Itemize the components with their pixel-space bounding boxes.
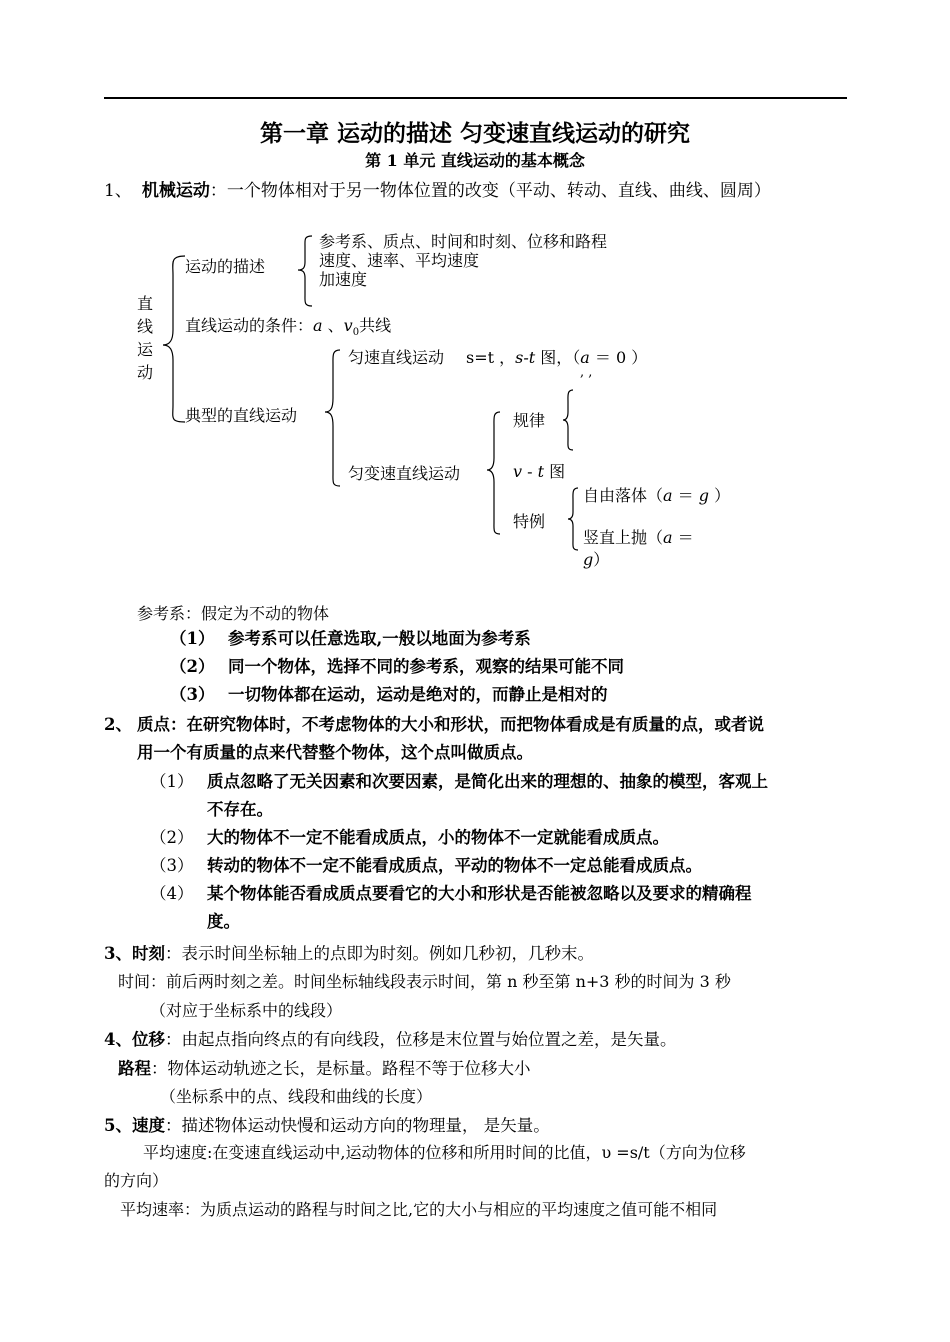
uniform-graph: s-t	[515, 348, 536, 367]
throw-g: g	[583, 550, 594, 569]
condition-a: a	[313, 316, 323, 335]
point-number: （2）	[150, 828, 194, 847]
reference-points	[170, 625, 624, 709]
uniform-a: a	[580, 348, 590, 367]
vt-tail: 图	[544, 462, 566, 481]
free-fall-end: ）	[709, 486, 731, 505]
throw-label: 竖直上抛（	[583, 528, 664, 547]
item2-block	[104, 711, 764, 767]
uniform-line	[348, 345, 647, 368]
free-fall-g: g	[698, 486, 709, 505]
item2-point	[150, 824, 768, 852]
point-text-cont: 不存在。	[207, 800, 273, 819]
uniform-formula: s=t ，	[466, 348, 516, 367]
free-fall-label: 自由落体（	[583, 486, 664, 505]
special-brace	[568, 488, 578, 550]
item4-line	[104, 1026, 676, 1050]
free-fall	[583, 483, 730, 506]
desc-item: 速度、速率、平均速度	[319, 251, 480, 270]
root-char: 运	[137, 340, 154, 359]
item4-label: 4、位移	[104, 1030, 165, 1049]
item2-number: 2、	[104, 715, 132, 734]
vt-v: v	[513, 462, 523, 481]
point-text: 转动的物体不一定不能看成质点，平动的物体不一定总能看成质点。	[207, 856, 702, 875]
item5-line	[104, 1112, 550, 1136]
point-text: 参考系可以任意选取,一般以地面为参考系	[228, 629, 531, 648]
path-label: 路程	[118, 1059, 151, 1078]
root-char: 动	[137, 363, 154, 382]
chapter-title: 第一章 运动的描述 匀变速直线运动的研究	[259, 120, 690, 147]
root-label	[137, 292, 157, 384]
item2-point	[150, 880, 768, 908]
law-label: 规律	[513, 411, 546, 430]
reference-point	[170, 681, 624, 709]
condition-sep: 、	[322, 316, 344, 335]
desc-label: 运动的描述	[185, 257, 266, 276]
uniform-label: 匀速直线运动	[348, 348, 445, 367]
desc-brace	[298, 236, 312, 306]
item5-label: 5、速度	[104, 1116, 165, 1135]
vt-graph	[513, 459, 565, 482]
typical-label: 典型的直线运动	[185, 406, 298, 425]
item2-points	[150, 768, 768, 936]
typical-brace	[325, 350, 340, 486]
reference-point	[170, 653, 624, 681]
root-char: 直	[137, 294, 154, 313]
root-brace	[163, 256, 185, 422]
reference-point	[170, 625, 624, 653]
item1-term: 机械运动	[141, 181, 210, 201]
point-number: （2）	[170, 657, 215, 676]
free-fall-eq: ＝	[672, 486, 699, 505]
accel-brace	[487, 412, 500, 534]
avg-velocity-line1: 平均速度:在变速直线运动中,运动物体的位移和所用时间的比值，υ =s/t（方向为位移	[143, 1143, 746, 1162]
item2-point	[150, 852, 768, 880]
desc-item: 加速度	[319, 270, 368, 289]
path-text: ：物体运动轨迹之长，是标量。路程不等于位移大小	[151, 1059, 531, 1078]
item1-text: ：一个物体相对于另一物体位置的改变（平动、转动、直线、曲线、圆周）	[209, 181, 771, 201]
point-number: （1）	[150, 772, 194, 791]
vt-t: t	[537, 462, 545, 481]
point-text: 同一个物体，选择不同的参考系，观察的结果可能不同	[228, 657, 624, 676]
uniform-cond: ＝ 0 ）	[589, 348, 648, 367]
path-note: （坐标系中的点、线段和曲线的长度）	[160, 1087, 433, 1106]
reference-intro: 参考系：假定为不动的物体	[137, 604, 330, 623]
item1-number: 1、	[104, 181, 132, 201]
time-note: （对应于坐标系中的线段）	[150, 1001, 343, 1020]
item3-label: 3、时刻	[104, 944, 165, 963]
item2-text: 质点：在研究物体时，不考虑物体的大小和形状，而把物体看成是有质量的点，或者说	[137, 715, 764, 734]
root-char: 线	[137, 317, 154, 336]
point-text: 质点忽略了无关因素和次要因素，是简化出来的理想的、抽象的模型，客观上	[207, 772, 768, 791]
point-number: （1）	[170, 629, 215, 648]
special-label: 特例	[513, 512, 546, 531]
uniform-graph-tail: 图，（	[535, 348, 581, 367]
desc-item: 参考系、质点、时间和时刻、位移和路程	[319, 232, 608, 251]
unit-title: 第 1 单元 直线运动的基本概念	[365, 151, 585, 170]
point-text: 某个物体能否看成质点要看它的大小和形状是否能被忽略以及要求的精确程	[207, 884, 752, 903]
vertical-throw	[583, 527, 694, 571]
throw-a: a	[663, 528, 673, 547]
point-number: （3）	[150, 856, 194, 875]
point-text: 一切物体都在运动，运动是绝对的，而静止是相对的	[228, 685, 608, 704]
accel-label: 匀变速直线运动	[348, 464, 461, 483]
point-text-cont: 度。	[207, 912, 240, 931]
item2-point	[150, 768, 768, 796]
point-number: （4）	[150, 884, 194, 903]
point-number: （3）	[170, 685, 215, 704]
stray-commas: , ,	[580, 365, 593, 380]
condition-v0-sub: 0	[352, 327, 360, 339]
free-fall-a: a	[663, 486, 673, 505]
item3-text: ：表示时间坐标轴上的点即为时刻。例如几秒初，几秒末。	[164, 944, 594, 963]
path-line	[118, 1055, 531, 1079]
throw-end: ）	[593, 550, 610, 569]
avg-velocity-line2: 的方向）	[104, 1171, 169, 1190]
condition-line	[185, 313, 391, 338]
point-text: 大的物体不一定不能看成质点，小的物体不一定就能看成质点。	[207, 828, 669, 847]
avg-speed-line: 平均速率：为质点运动的路程与时间之比,它的大小与相应的平均速度之值可能不相同	[120, 1200, 718, 1219]
time-line: 时间：前后两时刻之差。时间坐标轴线段表示时间，第 n 秒至第 n+3 秒的时间为 3 秒	[118, 972, 731, 991]
vt-dash: -	[522, 462, 538, 481]
item2-text-cont: 用一个有质量的点来代替整个物体，这个点叫做质点。	[137, 743, 533, 762]
item4-text: ：由起点指向终点的有向线段，位移是末位置与始位置之差，是矢量。	[164, 1030, 677, 1049]
item5-text: ：描述物体运动快慢和运动方向的物理量， 是矢量。	[164, 1116, 550, 1135]
condition-v0: v	[343, 316, 353, 335]
condition-tail: 共线	[359, 316, 392, 335]
desc-items	[319, 232, 607, 289]
condition-label: 直线运动的条件：	[185, 316, 314, 335]
law-brace	[563, 390, 573, 450]
item3-line	[104, 940, 594, 964]
throw-eq: ＝	[672, 528, 694, 547]
